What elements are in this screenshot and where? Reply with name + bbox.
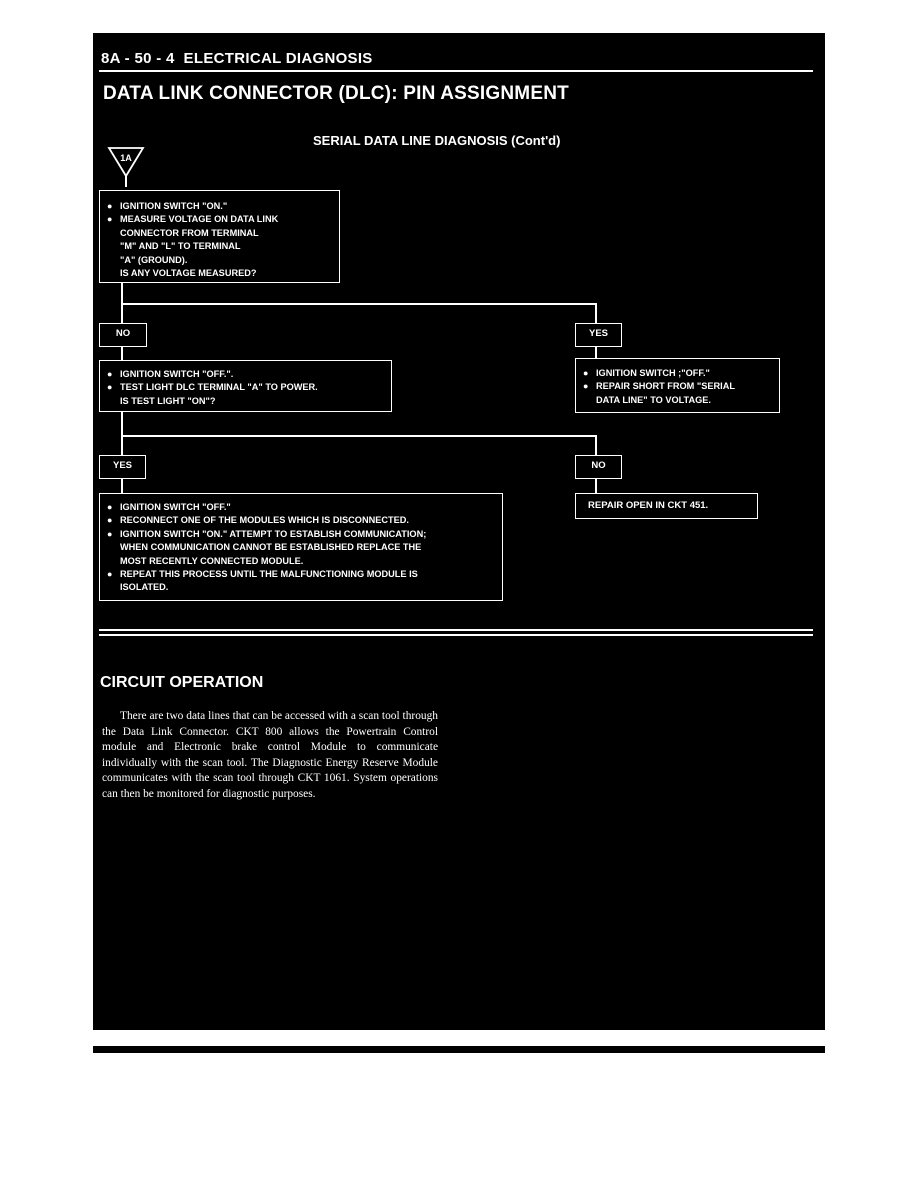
bullet-icon: ● [583,368,589,378]
step3-yes-line: ● IGNITION SWITCH "ON." ATTEMPT TO ESTABLISH COMMUNICATION; [100,528,502,541]
step1-line: "M" AND "L" TO TERMINAL [120,241,241,252]
yes-branch-label: YES [99,455,146,479]
step3-yes-line: ● RECONNECT ONE OF THE MODULES WHICH IS DISCONNECTED. [100,514,502,527]
connector-line [595,479,597,493]
no-branch-label: NO [99,323,147,347]
bullet-icon: ● [107,201,113,211]
step2-no-line: ● IGNITION SWITCH "OFF.". [100,368,391,381]
step3-yes-line: WHEN COMMUNICATION CANNOT BE ESTABLISHED REPLACE THE [120,542,422,553]
step2-yes-box [575,358,780,413]
step3-yes-box [99,493,503,601]
bullet-icon: ● [107,569,113,580]
connector-line [121,412,123,456]
step2-no-line: ● TEST LIGHT DLC TERMINAL "A" TO POWER. [100,381,391,394]
step3-no-box: REPAIR OPEN IN CKT 451. [575,493,758,519]
section-code: 8A - 50 - 4 [101,50,175,67]
section-divider [99,629,813,631]
bullet-icon: ● [583,381,589,392]
connector-line [121,479,123,493]
step3-yes-line: MOST RECENTLY CONNECTED MODULE. [120,555,304,566]
step3-yes-line: ISOLATED. [120,582,169,593]
circuit-operation-body: There are two data lines that can be accessed with a scan tool through the Data Link Connector. CKT 800 allows the Powertrain Control module and Electronic brake control Module to communicate individually with the scan tool. The Diagnostic Energy Reserve Module communicates with the scan tool through CKT 1061. System operations can then be monitored for diagnostic purposes. [102,710,438,800]
circuit-operation-heading: CIRCUIT OPERATION [100,674,264,691]
step1-line: "A" (GROUND). [120,254,188,265]
step3-yes-line: ● IGNITION SWITCH "OFF." [100,501,502,514]
connector-line [595,435,597,456]
bullet-icon: ● [107,369,113,379]
step2-yes-line: ● IGNITION SWITCH ;"OFF." [576,367,779,380]
connector-line [595,303,597,324]
section-divider [99,634,813,636]
chart-subtitle: SERIAL DATA LINE DIAGNOSIS (Cont'd) [313,133,561,148]
step3-yes-line: ● REPEAT THIS PROCESS UNTIL THE MALFUNCTIONING MODULE IS [100,568,502,581]
yes-branch-label: YES [575,323,622,347]
page-title: DATA LINK CONNECTOR (DLC): PIN ASSIGNMENT [103,83,569,104]
entry-marker-triangle-icon [107,146,147,188]
step2-no-line: IS TEST LIGHT "ON"? [120,395,216,406]
bullet-icon: ● [107,528,113,539]
step1-line: ● IGNITION SWITCH "ON." [100,200,339,213]
connector-line [121,435,597,437]
bottom-rule [93,1046,825,1053]
step2-no-box [99,360,392,412]
bullet-icon: ● [107,382,113,393]
bullet-icon: ● [107,502,113,512]
page-header [101,50,373,67]
step1-line: CONNECTOR FROM TERMINAL [120,227,259,238]
entry-marker-label: 1A [120,153,132,163]
step1-line: IS ANY VOLTAGE MEASURED? [120,268,257,279]
section-name: ELECTRICAL DIAGNOSIS [183,50,373,67]
header-rule [99,70,813,72]
bullet-icon: ● [107,214,113,225]
step2-yes-line: DATA LINE" TO VOLTAGE. [596,394,711,405]
bullet-icon: ● [107,515,113,526]
connector-line [121,347,123,360]
step2-yes-line: ● REPAIR SHORT FROM "SERIAL [576,380,779,393]
connector-line [121,303,597,305]
step1-box [99,190,340,283]
no-branch-label: NO [575,455,622,479]
step1-line: ● MEASURE VOLTAGE ON DATA LINK [100,213,339,226]
manual-page [93,33,825,1030]
